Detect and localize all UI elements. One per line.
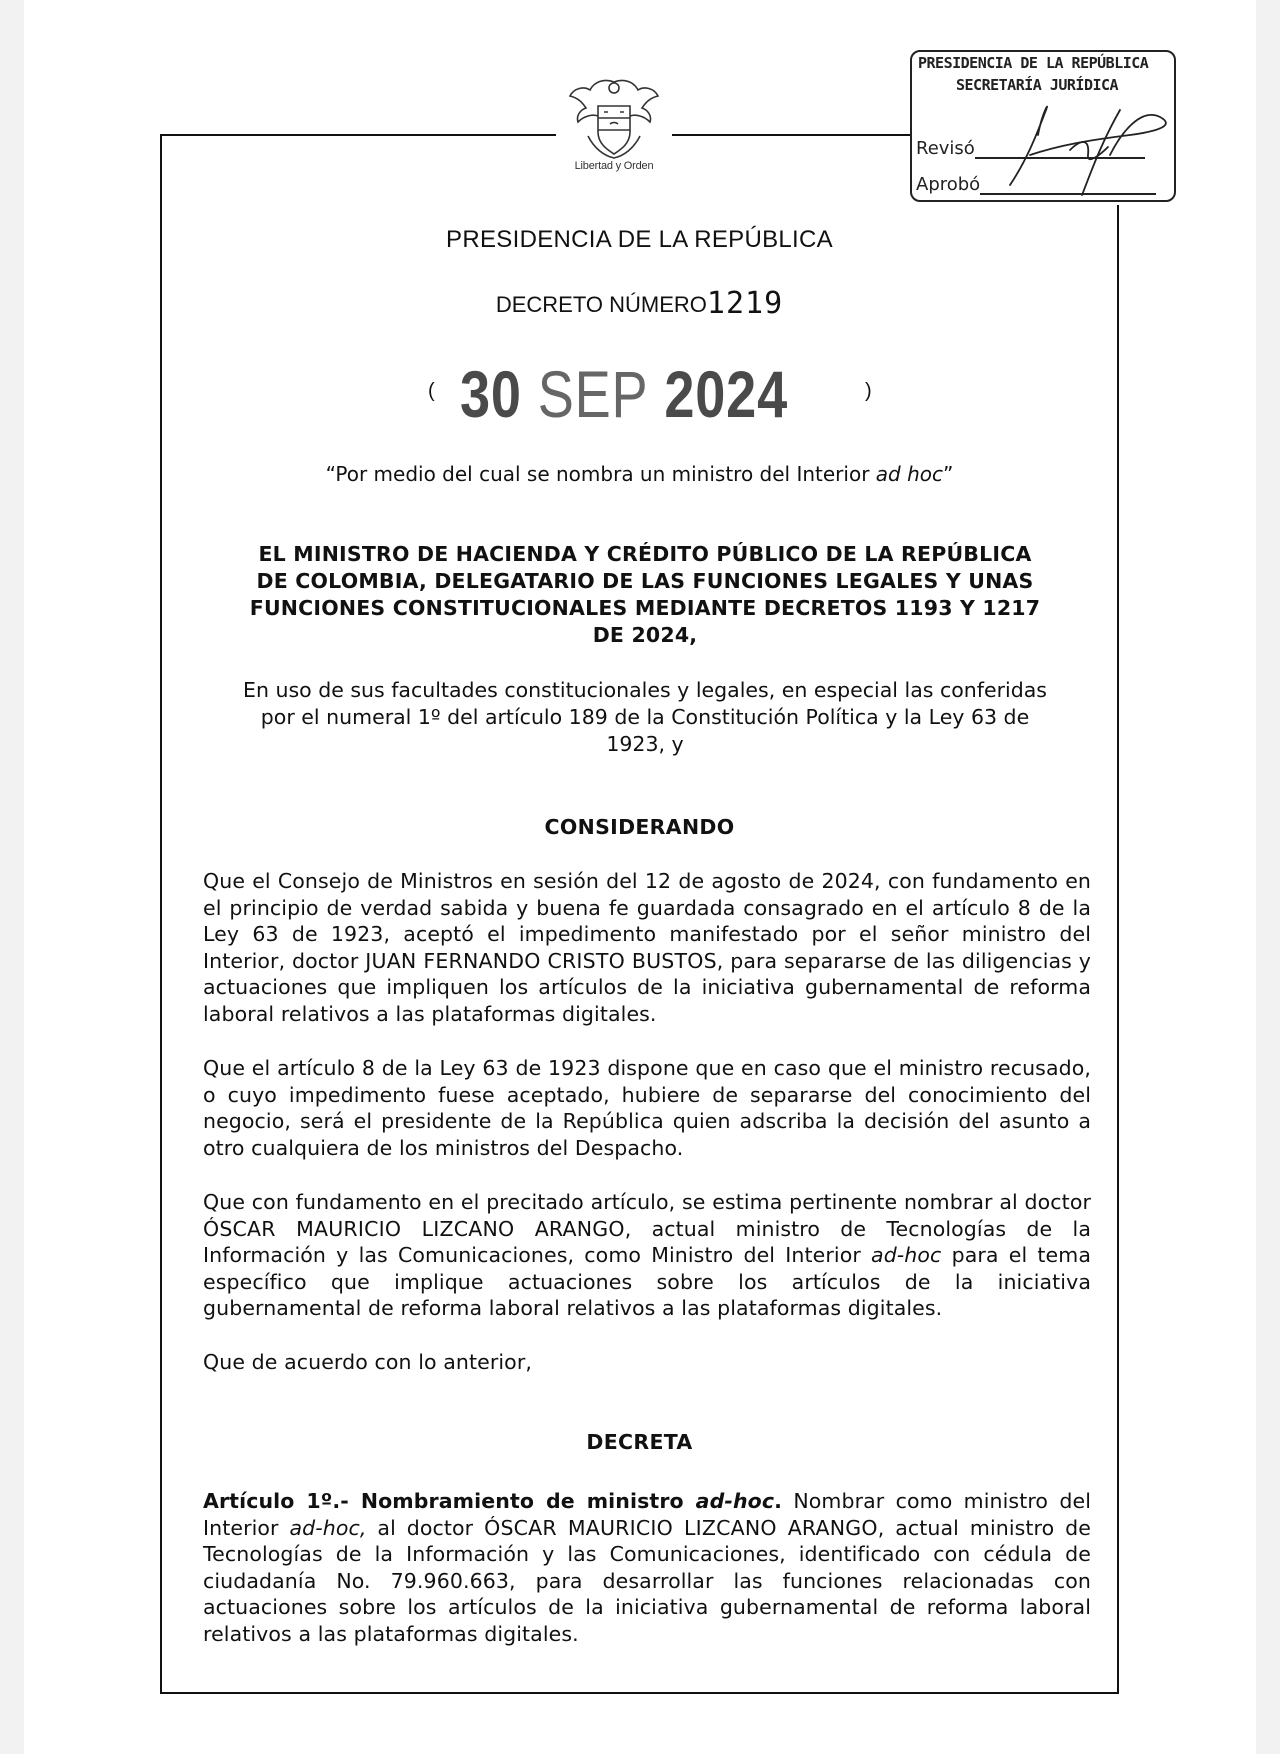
- coat-of-arms-icon: [564, 76, 664, 162]
- considerando-paragraph-4: Que de acuerdo con lo anterior,: [203, 1350, 532, 1374]
- p3-name: ÓSCAR MAURICIO LIZCANO ARANGO: [203, 1216, 625, 1241]
- stamp-line-1: PRESIDENCIA DE LA REPÚBLICA: [918, 54, 1149, 72]
- decree-label: DECRETO NÚMERO: [495, 292, 707, 317]
- date-day: 30: [460, 357, 522, 431]
- institution-title: PRESIDENCIA DE LA REPÚBLICA: [446, 226, 833, 253]
- p3-text-c: para el tema específico que implique actuaciones sobre los artículos de la iniciativa gubernamental de reforma laboral relativos a las plataformas digitales.: [203, 1243, 1091, 1321]
- crest-motto: Libertad y Orden: [574, 160, 654, 172]
- authority-line-4: DE 2024,: [592, 623, 698, 647]
- authority-line-1: EL MINISTRO DE HACIENDA Y CRÉDITO PÚBLICO DE LA REPÚBLICA: [258, 542, 1032, 566]
- usage-line-1: En uso de sus facultades constitucionales y legales, en especial las conferidas: [243, 678, 1047, 702]
- decree-number-line: [160, 286, 1119, 321]
- decreta-heading: DECRETA: [586, 1430, 693, 1454]
- p1-name: JUAN FERNANDO CRISTO BUSTOS: [365, 948, 717, 973]
- date-paren-close: ): [865, 380, 872, 402]
- p3-text-b: , actual ministro de Tecnologías de la Información y las Comunicaciones, como Ministro del Interior: [203, 1216, 1091, 1268]
- article-1-text-b: al doctor: [366, 1515, 485, 1540]
- decree-number: 1219: [706, 286, 784, 321]
- stamp-reviso-label: Revisó: [916, 138, 975, 159]
- usage-line-3: 1923, y: [606, 732, 684, 756]
- legal-basis: [205, 677, 1085, 758]
- subtitle-close: ”: [943, 462, 954, 486]
- considerando-heading: CONSIDERANDO: [544, 815, 735, 839]
- decree-subtitle: [160, 462, 1119, 486]
- p1-text-b: , para separarse de las diligencias y actuaciones que impliquen los artículos de la iniciativa gubernamental de reforma laboral relativos a las plataformas digitales.: [203, 948, 1091, 1026]
- issuing-authority: [220, 541, 1070, 649]
- approval-stamp: [910, 50, 1180, 205]
- article-1-name: ÓSCAR MAURICIO LIZCANO ARANGO: [484, 1515, 878, 1540]
- article-1-heading-end: .: [774, 1489, 782, 1513]
- article-1-text-a: Nombrar como ministro del Interior: [203, 1489, 1091, 1540]
- usage-line-2: por el numeral 1º del artículo 189 de la Constitución Política y la Ley 63 de: [260, 705, 1030, 729]
- date-stamp: [460, 356, 788, 432]
- article-1-italic: ad-hoc,: [289, 1515, 367, 1540]
- considerando-paragraph-1: [203, 868, 1091, 1028]
- considerando-paragraph-2: Que el artículo 8 de la Ley 63 de 1923 dispone que en caso que el ministro recusado, o cuyo impedimento fuese aceptado, hubiere de separarse del conocimiento del negocio, será el presidente de la República quien adscriba la decisión del asunto a otro cualquiera de los ministros del Despacho.: [203, 1056, 1091, 1160]
- date-line: [160, 350, 1119, 430]
- date-year: 2024: [664, 357, 789, 431]
- date-month: SEP: [537, 357, 649, 431]
- p1-text-a: Que el Consejo de Ministros en sesión del 12 de agosto de 2024, con fundamento en el principio de verdad sabida y buena fe guardada consagrado en el artículo 8 de la Ley 63 de 1923, aceptó el impedimento manifestado por el señor ministro del Interior, doctor: [203, 869, 1091, 973]
- stamp-aprobo-label: Aprobó: [916, 174, 981, 195]
- p3-text-a: Que con fundamento en el precitado artículo, se estima pertinente nombrar al doctor: [203, 1190, 1091, 1214]
- subtitle-italic: ad hoc: [875, 462, 943, 486]
- date-paren-open: (: [428, 380, 435, 402]
- authority-line-3: FUNCIONES CONSTITUCIONALES MEDIANTE DECRETOS 1193 Y 1217: [249, 596, 1041, 620]
- handwritten-signature: [970, 95, 1190, 205]
- authority-line-2: DE COLOMBIA, DELEGATARIO DE LAS FUNCIONES LEGALES Y UNAS: [256, 569, 1034, 593]
- p3-italic: ad-hoc: [871, 1243, 942, 1268]
- coat-of-arms: [556, 76, 672, 182]
- subtitle-text: “Por medio del cual se nombra un ministro del Interior: [325, 462, 876, 486]
- considerando-paragraph-3: [203, 1189, 1091, 1322]
- stamp-line-2: SECRETARÍA JURÍDICA: [956, 76, 1119, 94]
- article-1-heading: Artículo 1º.- Nombramiento de ministro: [203, 1489, 696, 1513]
- article-1-text-c: , actual ministro de Tecnologías de la Información y las Comunicaciones, identificado con cédula de ciudadanía No. 79.960.663, para desarrollar las funciones relacionadas con actuaciones sobre los artículos de la iniciativa gubernamental de reforma laboral relativos a las plataformas digitales.: [203, 1515, 1091, 1646]
- article-1-heading-italic: ad-hoc: [695, 1489, 775, 1513]
- article-1: [203, 1488, 1091, 1648]
